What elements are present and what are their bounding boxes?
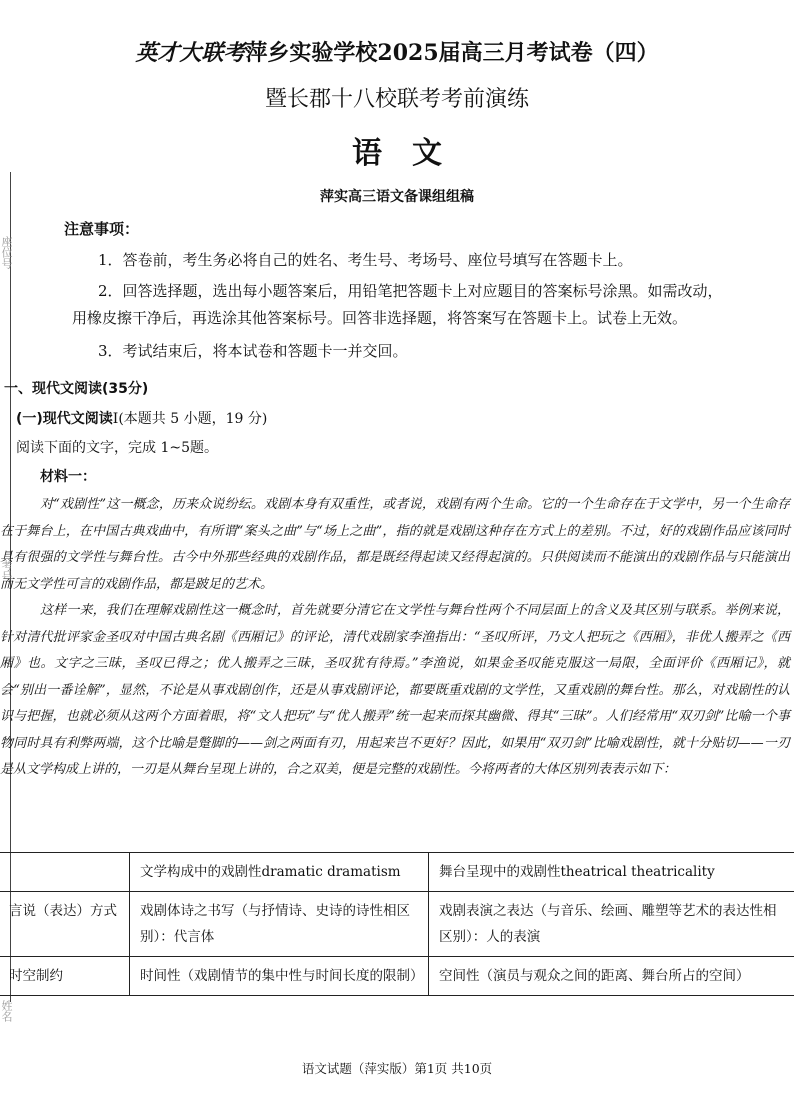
reading-passage bbox=[0, 492, 790, 784]
table-cell bbox=[0, 853, 130, 892]
brand-name: 英才大联考 bbox=[135, 40, 246, 66]
table-header-row bbox=[0, 853, 794, 892]
exam-title-text: 萍乡实验学校2025届高三月考试卷（四） bbox=[245, 40, 659, 66]
paragraph-2: 这样一来，我们在理解戏剧性这一概念时，首先就要分清它在文学性与舞台性两个不同层面上的含义及其区别与联系。举例来说，针对清代批评家金圣叹对中国古典名剧《西厢记》的评论，清代戏剧家李渔指出：“圣叹所评，乃文人把玩之《西厢》，非优人搬弄之《西厢》也。文字之三昧，圣叹已得之；优人搬弄之三昧，圣叹犹有待焉。”李渔说，如果金圣叹能克服这一局限，全面评价《西厢记》，就会“别出一番诠解”，显然，不论是从事戏剧创作，还是从事戏剧评论，都要既重戏剧的文学性，又重戏剧的舞台性。那么，对戏剧性的认识与把握，也就必须从这两个方面着眼，将“文人把玩”与“优人搬弄”统一起来而探其幽微、得其“三昧”。人们经常用“双刃剑”比喻一个事物同时具有利弊两端，这个比喻是蹩脚的——剑之两面有刃，用起来岂不更好？因此，如果用“双刃剑”比喻戏剧性，就十分贴切——一刃是从文学构成上讲的，一刃是从舞台呈现上讲的，合之双美，便是完整的戏剧性。今将两者的大体区别列表表示如下： bbox=[0, 603, 790, 777]
notice-item-2 bbox=[72, 278, 788, 332]
comparison-table bbox=[0, 852, 794, 996]
table-row bbox=[0, 892, 794, 957]
notice-item-3: 3．考试结束后，将本试卷和答题卡一并交回。 bbox=[98, 342, 408, 360]
page-footer: 语文试题（萍实版）第1页 共10页 bbox=[301, 1061, 493, 1076]
table-cell: 言说（表达）方式 bbox=[0, 892, 130, 957]
notice-item-1: 1．答卷前，考生务必将自己的姓名、考生号、考场号、座位号填写在答题卡上。 bbox=[98, 251, 633, 269]
table-header-cell: 舞台呈现中的戏剧性theatrical theatricality bbox=[429, 853, 794, 892]
table-cell: 空间性（演员与观众之间的距离、舞台所占的空间） bbox=[429, 957, 794, 996]
instruction: 阅读下面的文字，完成 1~5题。 bbox=[16, 440, 218, 456]
table-cell: 时空制约 bbox=[0, 957, 130, 996]
material-label: 材料一： bbox=[40, 469, 96, 485]
exam-title-line2: 暨长郡十八校联考考前演练 bbox=[264, 87, 529, 112]
table-row bbox=[0, 957, 794, 996]
table-header-cell: 文学构成中的戏剧性dramatic dramatism bbox=[130, 853, 429, 892]
side-label-seat: 座位号 bbox=[0, 236, 13, 269]
part-heading: 一、现代文阅读(35分) bbox=[4, 381, 149, 397]
side-label-exam-no: 考号 bbox=[0, 560, 13, 582]
side-label-name: 姓名 bbox=[0, 1000, 13, 1022]
paragraph-1: 对“戏剧性”这一概念，历来众说纷纭。戏剧本身有双重性，或者说，戏剧有两个生命。它的一个生命存在于文学中，另一个生命存在于舞台上，在中国古典戏曲中，有所谓“案头之曲”与“场上之曲”，指的就是戏剧这种存在方式上的差别。不过，好的戏剧作品应该同时具有很强的文学性与舞台性。古今中外那些经典的戏剧作品，都是既经得起读又经得起演的。只供阅读而不能演出的戏剧作品与只能演出而无文学性可言的戏剧作品，都是跛足的艺术。 bbox=[0, 497, 790, 592]
exam-title-line1 bbox=[0, 36, 794, 67]
subsection-title: (一)现代文阅读 bbox=[16, 411, 113, 427]
table-cell: 戏剧体诗之书写（与抒情诗、史诗的诗性相区别）：代言体 bbox=[130, 892, 429, 957]
notice-item-2-line1: 2．回答选择题，选出每小题答案后，用铅笔把答题卡上对应题目的答案标号涂黑。如需改动， bbox=[98, 282, 723, 300]
subsection-heading bbox=[16, 408, 267, 428]
table-cell: 时间性（戏剧情节的集中性与时间长度的限制） bbox=[130, 957, 429, 996]
subject-title: 语文 bbox=[352, 136, 472, 171]
subsection-note: Ⅰ(本题共 5 小题，19 分) bbox=[112, 411, 268, 427]
notice-item-2-line2: 用橡皮擦干净后，再选涂其他答案标号。回答非选择题，将答案写在答题卡上。试卷上无效。 bbox=[72, 309, 688, 327]
notice-heading: 注意事项： bbox=[64, 220, 140, 238]
author-line: 萍实高三语文备课组组稿 bbox=[320, 189, 474, 205]
table-cell: 戏剧表演之表达（与音乐、绘画、雕塑等艺术的表达性相区别）：人的表演 bbox=[429, 892, 794, 957]
